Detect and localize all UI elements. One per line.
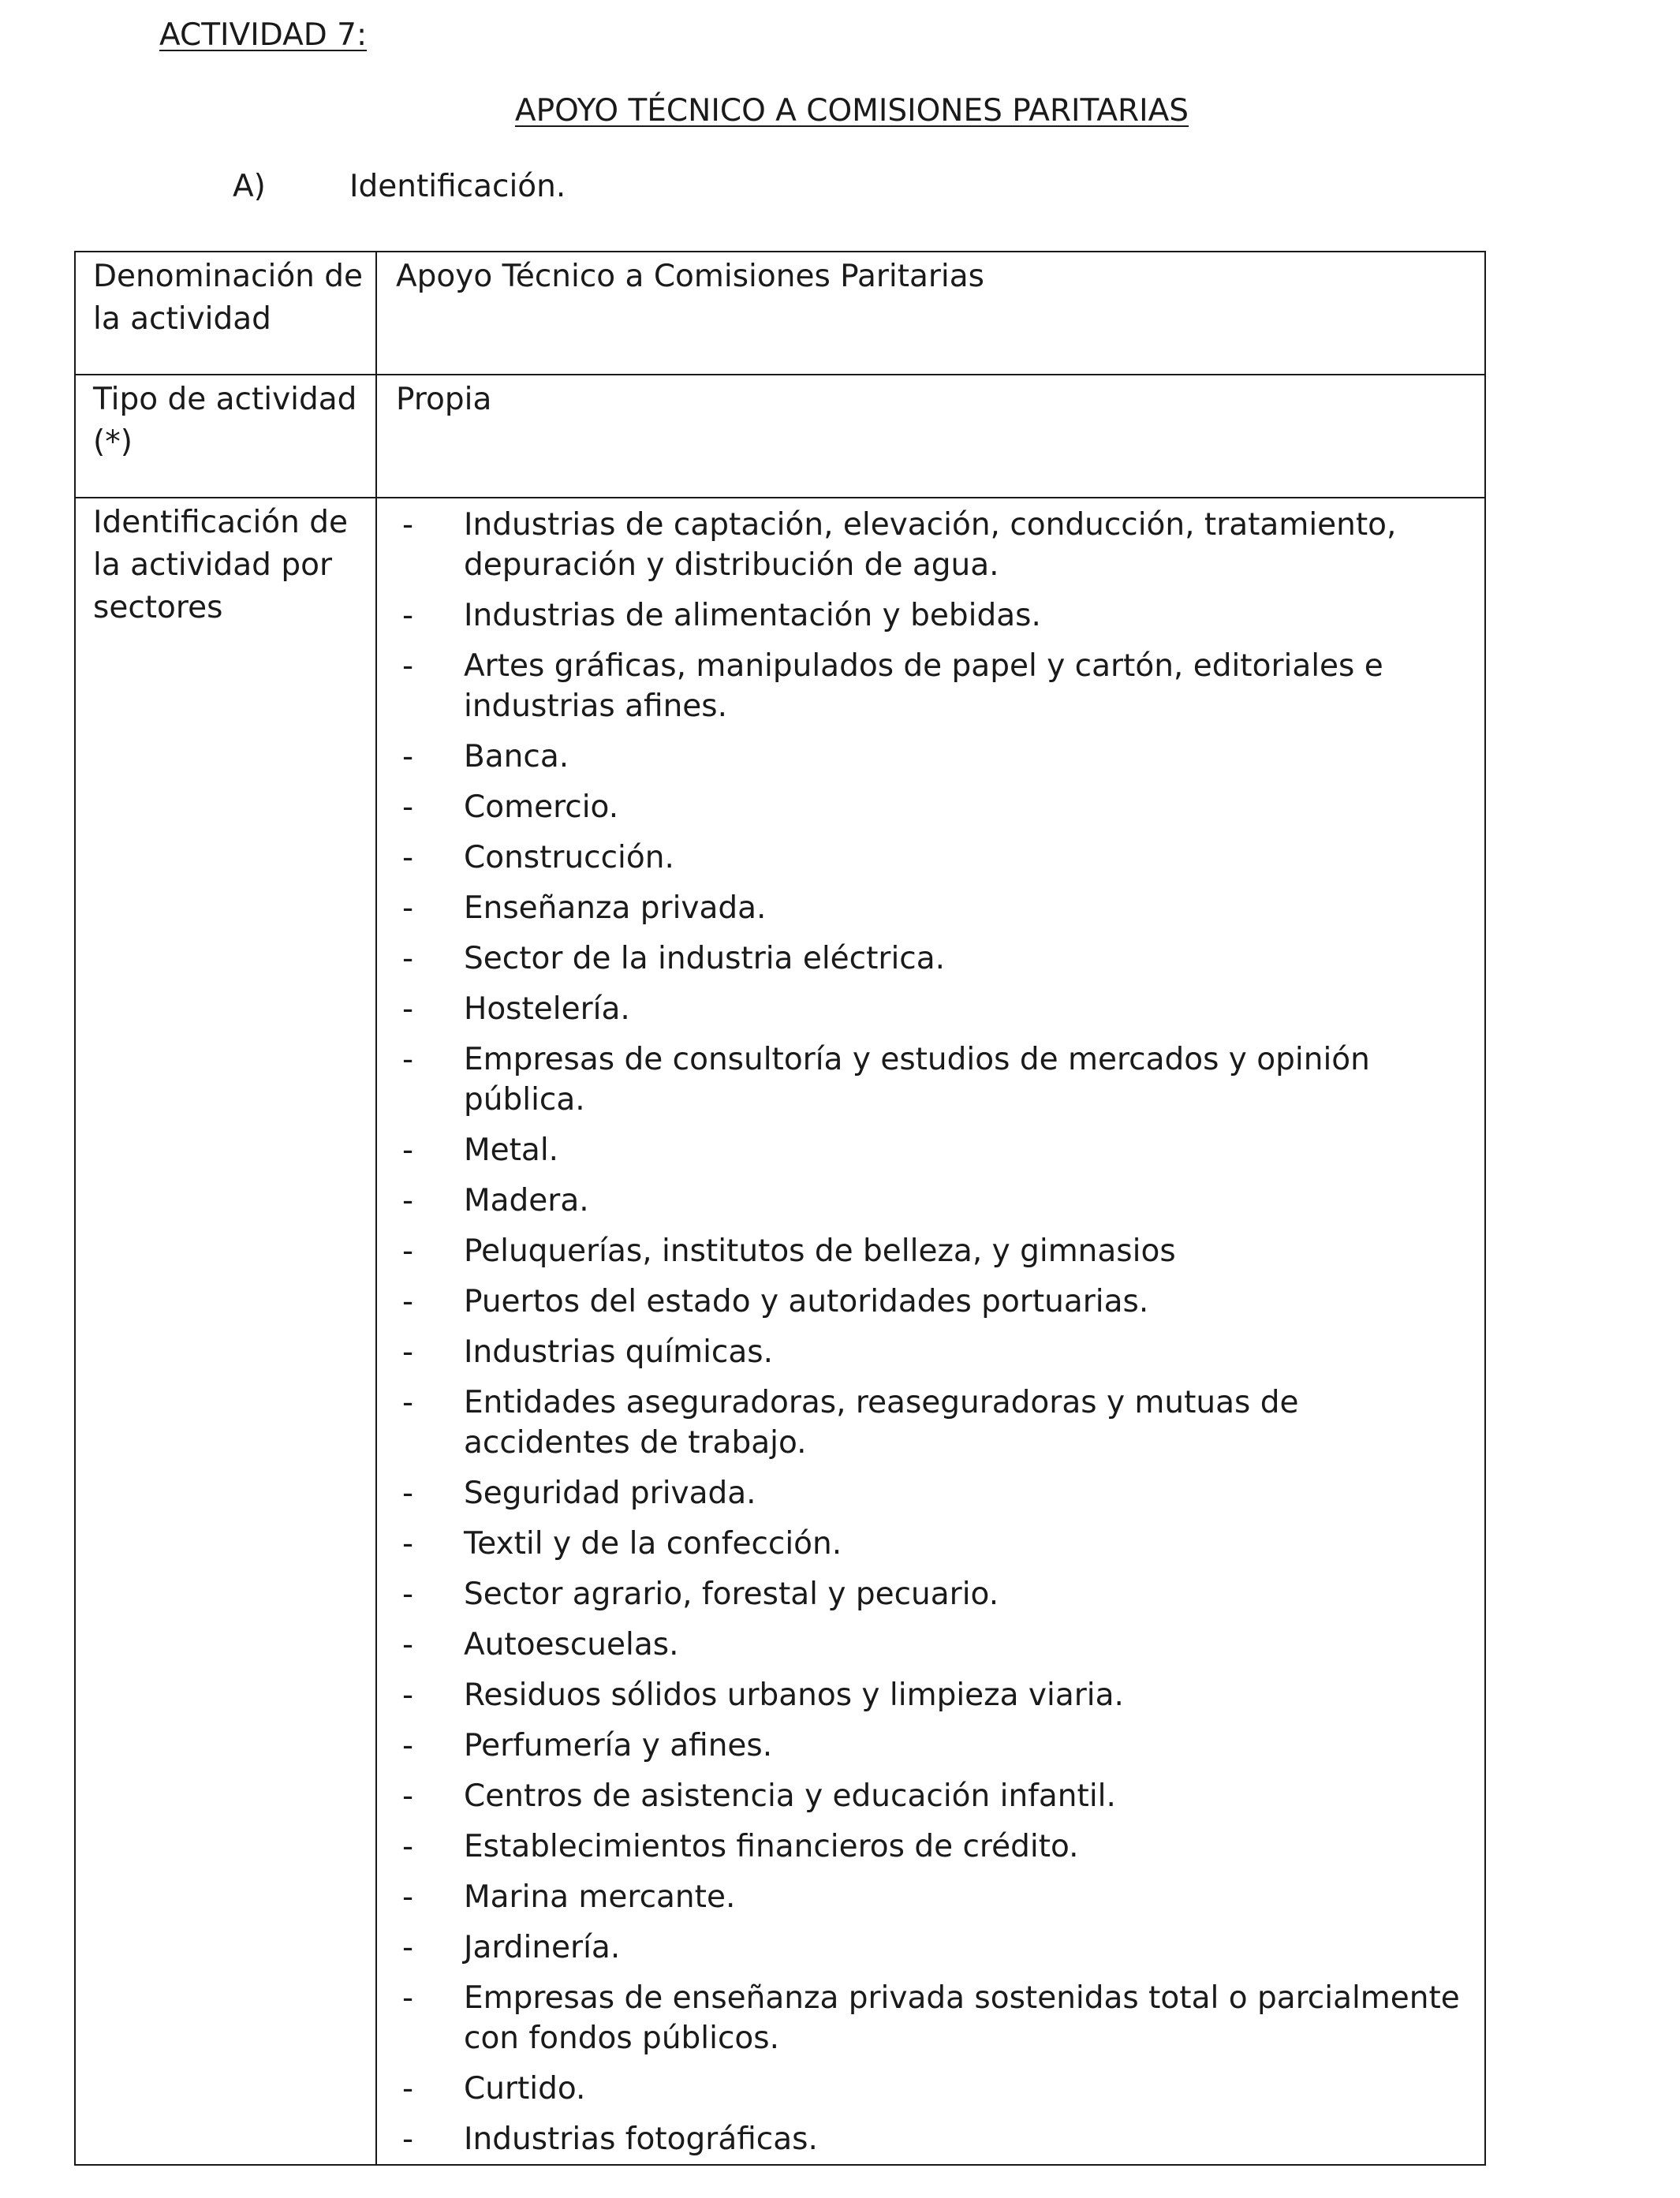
- list-item-text: Empresas de consultoría y estudios de mercados y opinión pública.: [464, 1042, 1370, 1118]
- list-item-text: Construcción.: [464, 840, 674, 875]
- list-item: [396, 2069, 1467, 2109]
- list-item-text: Industrias químicas.: [464, 1334, 773, 1370]
- list-item: [396, 646, 1467, 726]
- list-bullet: -: [402, 1183, 414, 1218]
- list-item-text: Sector agrario, forestal y pecuario.: [464, 1577, 999, 1612]
- tipo-value: Propia: [376, 375, 1485, 498]
- list-item: [396, 1978, 1467, 2058]
- list-bullet: -: [402, 991, 414, 1027]
- list-item: [396, 939, 1467, 979]
- list-item-text: Madera.: [464, 1183, 589, 1218]
- list-item-text: Artes gráficas, manipulados de papel y cartón, editoriales e industrias afines.: [464, 648, 1383, 724]
- list-bullet: -: [402, 941, 414, 976]
- list-item-text: Industrias fotográficas.: [464, 2121, 818, 2157]
- sectores-value: [376, 498, 1485, 2165]
- list-item-text: Centros de asistencia y educación infantil.: [464, 1778, 1116, 1814]
- list-item-text: Perfumería y afines.: [464, 1728, 773, 1763]
- list-item-text: Residuos sólidos urbanos y limpieza viaria.: [464, 1677, 1124, 1713]
- list-bullet: -: [402, 1233, 414, 1269]
- list-bullet: -: [402, 1042, 414, 1077]
- list-item-text: Peluquerías, institutos de belleza, y gimnasios: [464, 1233, 1176, 1269]
- list-item: [396, 1332, 1467, 1372]
- list-item: [396, 888, 1467, 928]
- list-bullet: -: [402, 1930, 414, 1965]
- list-bullet: -: [402, 1728, 414, 1763]
- list-bullet: -: [402, 2071, 414, 2107]
- list-bullet: -: [402, 1778, 414, 1814]
- list-item: [396, 1130, 1467, 1170]
- list-item-text: Industrias de captación, elevación, conducción, tratamiento, depuración y distribución de agua.: [464, 507, 1397, 583]
- list-bullet: -: [402, 507, 414, 543]
- list-item: [396, 1473, 1467, 1513]
- activity-title: APOYO TÉCNICO A COMISIONES PARITARIAS: [514, 93, 1189, 129]
- list-item: [396, 838, 1467, 878]
- list-item-text: Banca.: [464, 739, 569, 774]
- list-bullet: -: [402, 1980, 414, 2016]
- list-bullet: -: [402, 1334, 414, 1370]
- list-item-text: Industrias de alimentación y bebidas.: [464, 598, 1041, 633]
- list-item: [396, 595, 1467, 636]
- list-item: [396, 1827, 1467, 1867]
- list-item: [396, 1877, 1467, 1917]
- list-item: [396, 1625, 1467, 1665]
- list-bullet: -: [402, 1829, 414, 1864]
- list-item-text: Jardinería.: [464, 1930, 621, 1965]
- list-bullet: -: [402, 840, 414, 875]
- list-item: [396, 1574, 1467, 1614]
- list-bullet: -: [402, 789, 414, 825]
- list-item: [396, 1524, 1467, 1564]
- list-bullet: -: [402, 890, 414, 926]
- activity-table: [74, 251, 1486, 2166]
- section-letter: A): [233, 169, 266, 204]
- list-item-text: Establecimientos financieros de crédito.: [464, 1829, 1079, 1864]
- list-item-text: Hostelería.: [464, 991, 630, 1027]
- list-item-text: Metal.: [464, 1133, 559, 1168]
- section-title: Identificación.: [349, 169, 566, 204]
- list-bullet: -: [402, 1526, 414, 1562]
- list-bullet: -: [402, 1385, 414, 1420]
- list-item-text: Sector de la industria eléctrica.: [464, 941, 946, 976]
- list-bullet: -: [402, 1476, 414, 1511]
- list-item: [396, 737, 1467, 777]
- list-item: [396, 1282, 1467, 1322]
- table-row-denominacion: [75, 252, 1485, 375]
- list-item: [396, 1039, 1467, 1120]
- list-item: [396, 2119, 1467, 2159]
- list-bullet: -: [402, 739, 414, 774]
- list-bullet: -: [402, 598, 414, 633]
- list-item: [396, 505, 1467, 585]
- list-item: [396, 787, 1467, 827]
- list-item-text: Textil y de la confección.: [464, 1526, 842, 1562]
- activity-heading: ACTIVIDAD 7:: [159, 17, 368, 53]
- list-bullet: -: [402, 2121, 414, 2157]
- list-item: [396, 1776, 1467, 1816]
- list-bullet: -: [402, 1577, 414, 1612]
- list-item-text: Curtido.: [464, 2071, 586, 2107]
- list-bullet: -: [402, 648, 414, 684]
- list-bullet: -: [402, 1879, 414, 1915]
- list-bullet: -: [402, 1677, 414, 1713]
- list-item: [396, 989, 1467, 1029]
- list-item-text: Empresas de enseñanza privada sostenidas total o parcialmente con fondos públicos.: [464, 1980, 1460, 2056]
- list-item-text: Entidades aseguradoras, reaseguradoras y mutuas de accidentes de trabajo.: [464, 1385, 1299, 1461]
- list-bullet: -: [402, 1284, 414, 1319]
- list-item: [396, 1383, 1467, 1463]
- table-row-tipo: [75, 375, 1485, 498]
- list-bullet: -: [402, 1627, 414, 1662]
- list-item: [396, 1231, 1467, 1271]
- denominacion-value: Apoyo Técnico a Comisiones Paritarias: [376, 252, 1485, 375]
- list-item: [396, 1181, 1467, 1221]
- table-row-sectores: [75, 498, 1485, 2165]
- list-item: [396, 1726, 1467, 1766]
- list-item-text: Seguridad privada.: [464, 1476, 756, 1511]
- list-item-text: Enseñanza privada.: [464, 890, 767, 926]
- list-item-text: Comercio.: [464, 789, 619, 825]
- list-item-text: Autoescuelas.: [464, 1627, 679, 1662]
- list-item-text: Puertos del estado y autoridades portuarias.: [464, 1284, 1149, 1319]
- sectores-label: Identificación de la actividad por sectores: [75, 498, 376, 2165]
- list-item: [396, 1675, 1467, 1715]
- list-bullet: -: [402, 1133, 414, 1168]
- sector-list: [396, 498, 1467, 2164]
- list-item-text: Marina mercante.: [464, 1879, 736, 1915]
- tipo-label: Tipo de actividad (*): [75, 375, 376, 498]
- denominacion-label: Denominación de la actividad: [75, 252, 376, 375]
- list-item: [396, 1927, 1467, 1968]
